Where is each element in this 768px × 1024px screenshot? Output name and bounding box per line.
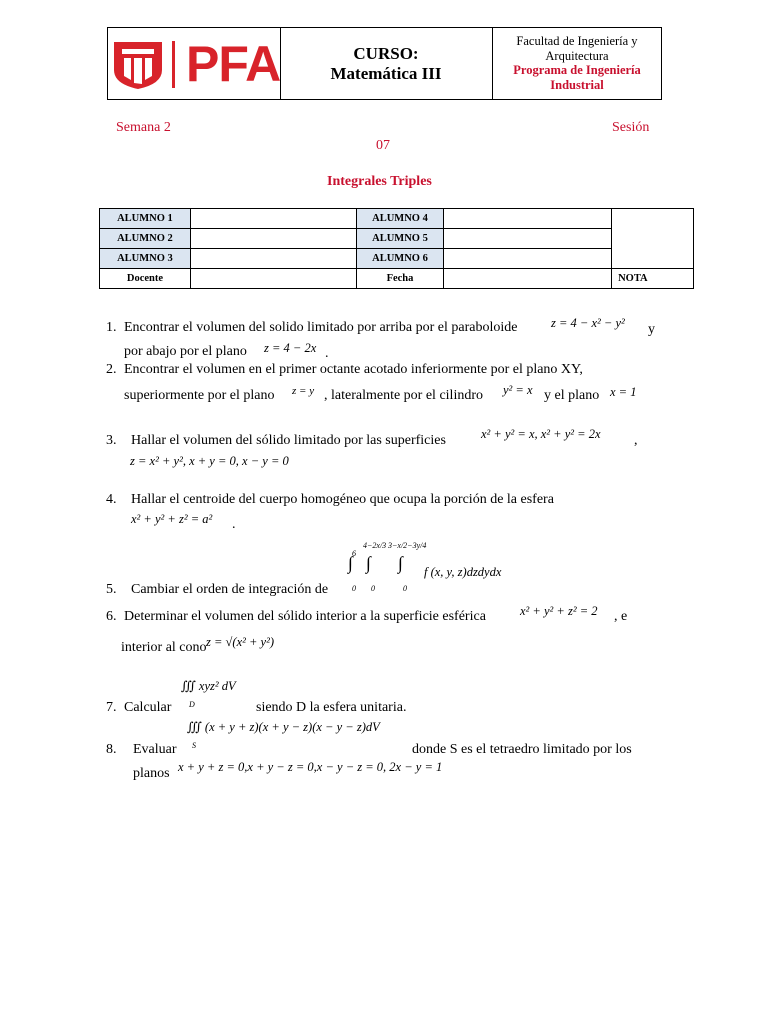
ex1-text: Encontrar el volumen del solido limitado por arriba por el paraboloide xyxy=(124,320,518,335)
ex5-text: Cambiar el orden de integración de xyxy=(131,582,329,597)
ex1-text-y: y xyxy=(648,322,655,337)
student-name-field-4[interactable] xyxy=(444,209,612,229)
page-title: Integrales Triples xyxy=(327,174,432,189)
ex7-region: D xyxy=(189,700,195,709)
ex7-number: 7. xyxy=(106,700,117,715)
student-label-6: ALUMNO 6 xyxy=(356,249,444,269)
ex6-text-e: , e xyxy=(614,609,628,624)
ex6-equation-cone: z = √(x² + y²) xyxy=(206,635,275,649)
ex6-text: Determinar el volumen del sólido interior a la superficie esférica xyxy=(124,609,486,624)
session-label: Sesión xyxy=(612,120,650,135)
student-label-3: ALUMNO 3 xyxy=(100,249,191,269)
program-name: Programa de Ingeniería Industrial xyxy=(513,63,641,92)
ex3-number: 3. xyxy=(106,433,117,448)
ex8-text: Evaluar xyxy=(133,742,177,757)
ex4-text: Hallar el centroide del cuerpo homogéneo que ocupa la porción de la esfera xyxy=(131,492,554,507)
ex6-number: 6. xyxy=(106,609,117,624)
course-cell xyxy=(280,28,493,99)
ex4-equation-sphere: x² + y² + z² = a² xyxy=(131,512,213,526)
ex6-text-cone: interior al cono xyxy=(121,640,207,655)
faculty-cell xyxy=(493,28,661,99)
ex2-equation-plane: z = y xyxy=(292,385,315,397)
docente-label: Docente xyxy=(100,269,191,289)
ex2-equation-cylinder: y² = x xyxy=(503,383,533,397)
ex2-text: Encontrar el volumen en el primer octante acotado inferiormente por el plano XY, xyxy=(124,362,583,377)
faculty-name: Facultad de Ingeniería y Arquitectura xyxy=(516,34,638,63)
ex1-equation-plane: z = 4 − 2x xyxy=(264,341,317,355)
student-label-2: ALUMNO 2 xyxy=(100,229,191,249)
ex5-upper-limit-2: 4−2x/3 xyxy=(363,541,387,550)
ex8-number: 8. xyxy=(106,742,117,757)
ex5-number: 5. xyxy=(106,582,117,597)
ex7-text: Calcular xyxy=(124,700,172,715)
ex2-text-plane: y el plano xyxy=(544,388,600,403)
student-name-field-3[interactable] xyxy=(190,249,356,269)
student-name-field-2[interactable] xyxy=(190,229,356,249)
ex3-text: Hallar el volumen del sólido limitado por las superficies xyxy=(131,433,446,448)
fecha-label: Fecha xyxy=(356,269,444,289)
course-label: CURSO: xyxy=(353,44,419,63)
student-label-5: ALUMNO 5 xyxy=(356,229,444,249)
ex5-integrand: f (x, y, z)dzdydx xyxy=(424,565,502,579)
ex5-upper-limit-1: 6 xyxy=(352,549,356,558)
ex4-number: 4. xyxy=(106,492,117,507)
ex3-comma: , xyxy=(634,433,638,448)
ex8-text-tetra: donde S es el tetraedro limitado por los xyxy=(412,742,632,757)
logo-cell xyxy=(108,28,281,99)
student-label-4: ALUMNO 4 xyxy=(356,209,444,229)
ex1-number: 1. xyxy=(106,320,117,335)
ex8-integral: ∭ (x + y + z)(x + y − z)(x − y − z)dV xyxy=(187,720,380,734)
fecha-field[interactable] xyxy=(444,269,612,289)
ex5-upper-limit-3: 3−x/2−3y/4 xyxy=(388,541,427,550)
docente-field[interactable] xyxy=(190,269,356,289)
nota-label: NOTA xyxy=(612,269,694,289)
student-name-field-1[interactable] xyxy=(190,209,356,229)
logo-divider xyxy=(172,41,175,88)
ex8-equation-planes: x + y + z = 0,x + y − z = 0,x − y − z = 0, 2x − y = 1 xyxy=(178,760,443,774)
student-name-field-6[interactable] xyxy=(444,249,612,269)
ex3-equation-surfaces: x² + y² = x, x² + y² = 2x xyxy=(481,427,601,441)
ex1-text-plane: por abajo por el plano xyxy=(124,344,247,359)
ex2-equation-x: x = 1 xyxy=(610,385,637,399)
ex6-equation-sphere: x² + y² + z² = 2 xyxy=(520,604,598,618)
week-label: Semana 2 xyxy=(116,120,171,135)
student-name-field-5[interactable] xyxy=(444,229,612,249)
student-label-1: ALUMNO 1 xyxy=(100,209,191,229)
upn-shield-icon xyxy=(112,40,164,90)
session-number: 07 xyxy=(376,138,390,153)
ex7-integral: ∭ xyz² dV xyxy=(181,679,236,693)
ex8-region: S xyxy=(192,741,196,750)
ex2-text-upper: superiormente por el plano xyxy=(124,388,275,403)
document-header xyxy=(107,27,662,100)
ex2-text-lateral: , lateralmente por el cilindro xyxy=(324,388,483,403)
course-name: Matemática III xyxy=(330,64,442,83)
ex4-end: . xyxy=(232,517,236,532)
ex1-equation-paraboloid: z = 4 − x² − y² xyxy=(551,316,625,330)
ex5-integral-sign-3: ∫ xyxy=(398,553,403,573)
ex3-equation-planes: z = x² + y², x + y = 0, x − y = 0 xyxy=(130,454,289,468)
ex5-lower-limit-3: 0 xyxy=(403,584,407,593)
ex2-number: 2. xyxy=(106,362,117,377)
ex1-end: . xyxy=(325,346,329,361)
logo-text: PFA xyxy=(186,36,281,92)
ex5-integral-sign-1: ∫ xyxy=(348,553,353,573)
students-table xyxy=(99,208,694,289)
ex7-text-sphere: siendo D la esfera unitaria. xyxy=(256,700,407,715)
ex5-lower-limit-1: 0 xyxy=(352,584,356,593)
ex8-text-planes: planos xyxy=(133,766,170,781)
grade-field[interactable] xyxy=(612,209,694,269)
ex5-integral-sign-2: ∫ xyxy=(366,553,371,573)
ex5-lower-limit-2: 0 xyxy=(371,584,375,593)
